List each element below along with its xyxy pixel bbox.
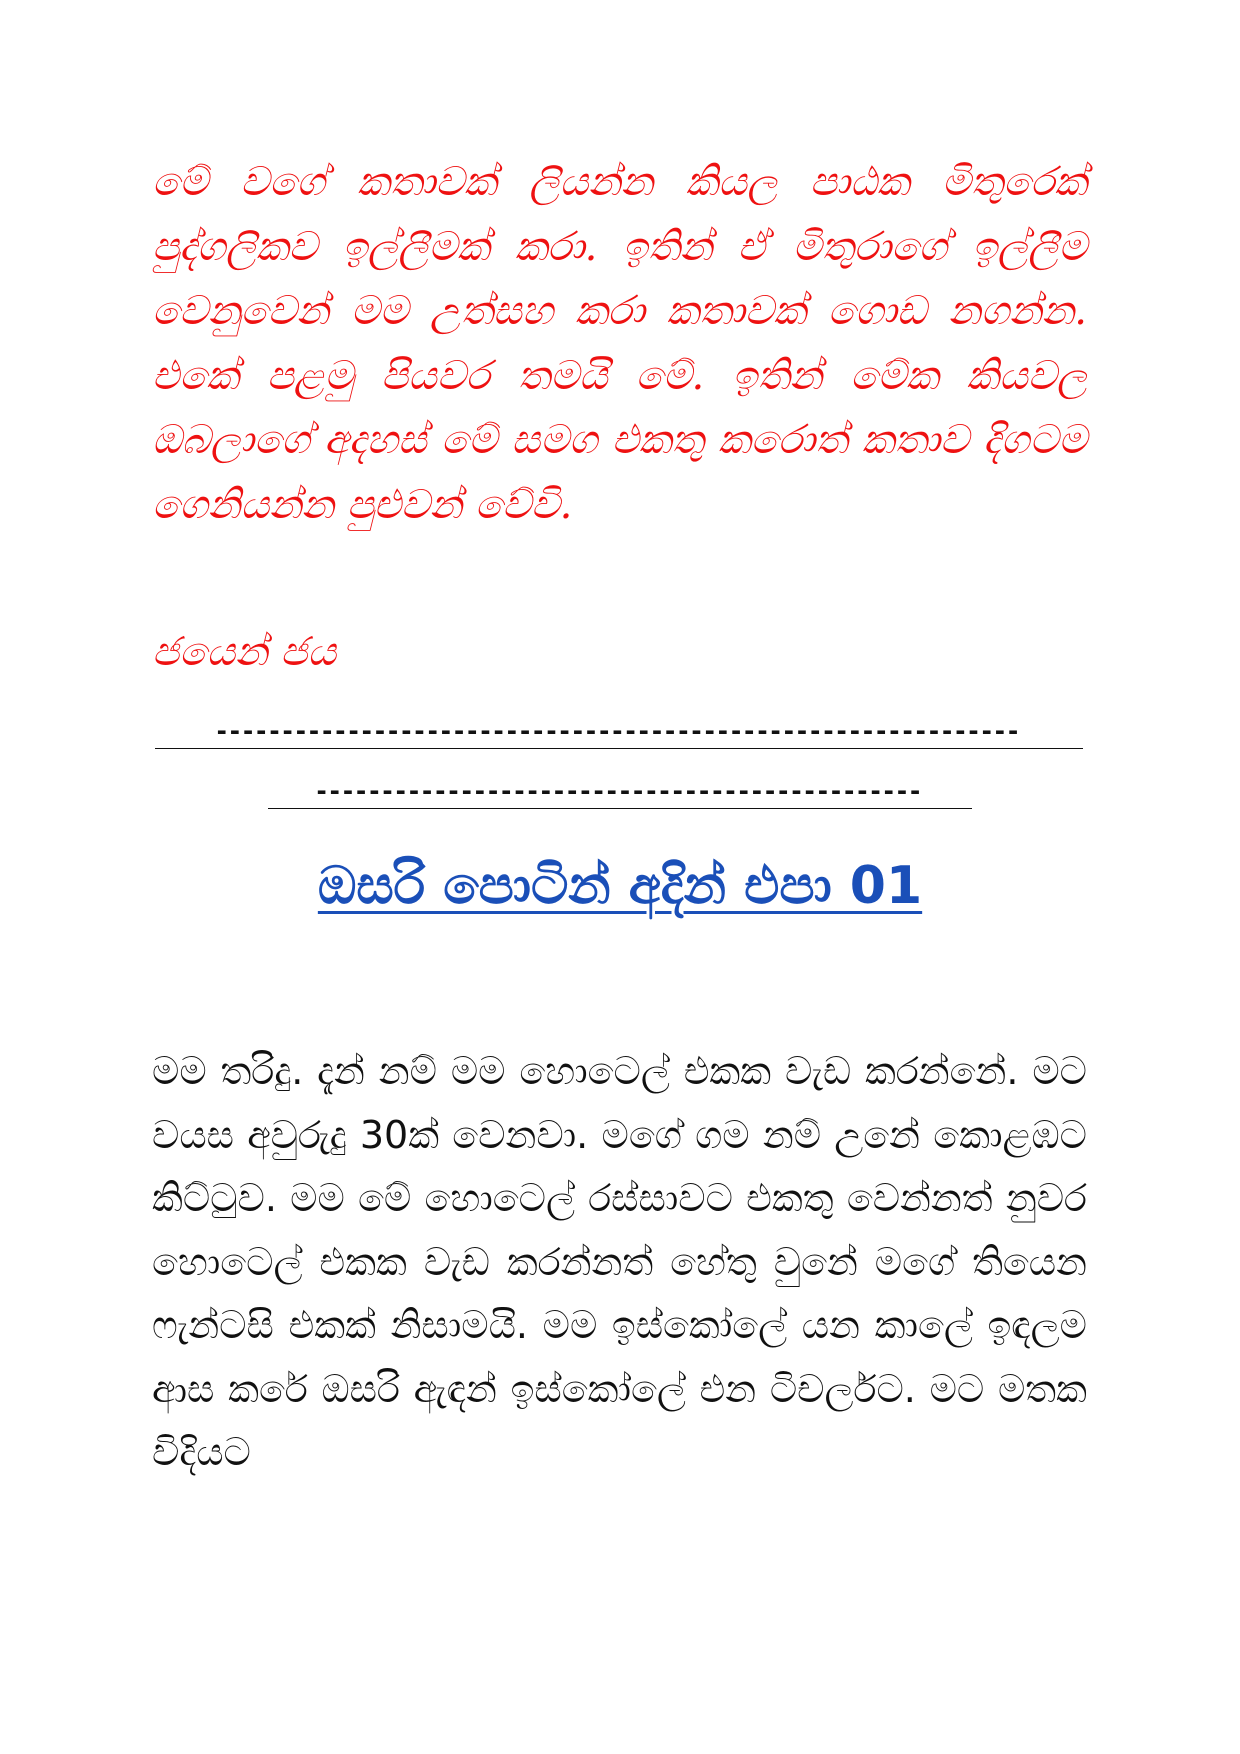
story-title: ඔසරි පොටින් අදින් එපා 01 [317, 856, 923, 916]
intro-signoff: ජයෙන් ජය [152, 629, 337, 675]
separator-line-2: ---------------------------------------------- [268, 774, 972, 809]
story-paragraph: මම තරිදු. දැන් නම් මම හොටෙල් එකක වැඩ කරන්නේ. මට වයස අවුරුදු 30ක් වෙනවා. මගේ ගම නම් උනේ කොළඹට කිට්ටුව. මම මේ හොටෙල් රස්සාවට එකතු වෙන්නත් නුවර හොටෙල් එකක වැඩ කරන්නත් හේතු වුනේ මගේ තියෙන ෆැන්ටසි එකක් නිසාමයි. මම ඉස්කෝලේ යන කාලේ ඉඳලම ආස කරේ ඔසරි ඇඳන් ඉස්කෝලේ එන ටිචර්ලට. මට මතක විදියට [152, 1049, 1087, 1474]
intro-paragraph: මේ වගේ කතාවක් ලියන්න කියල පාඨක මිතුරෙක් පුද්ගලිකව ඉල්ලීමක් කරා. ඉතින් ඒ මිතුරාගේ ඉල්ලීම වෙනුවෙන් මම උත්සහ කරා කතාවක් ගොඩ නගන්න. එකේ පළමු පියවර තමයි මේ. ඉතින් මේක කියවල ඔබලාගේ අදහස් මේ සමග එකතු කරොත් කතාව දිගටම ගෙනියන්න පුළුවන් වේවි. [152, 159, 1087, 528]
separator-line-1: ------------------------------------------------------------- [155, 714, 1083, 749]
story-title-heading [0, 846, 1240, 926]
